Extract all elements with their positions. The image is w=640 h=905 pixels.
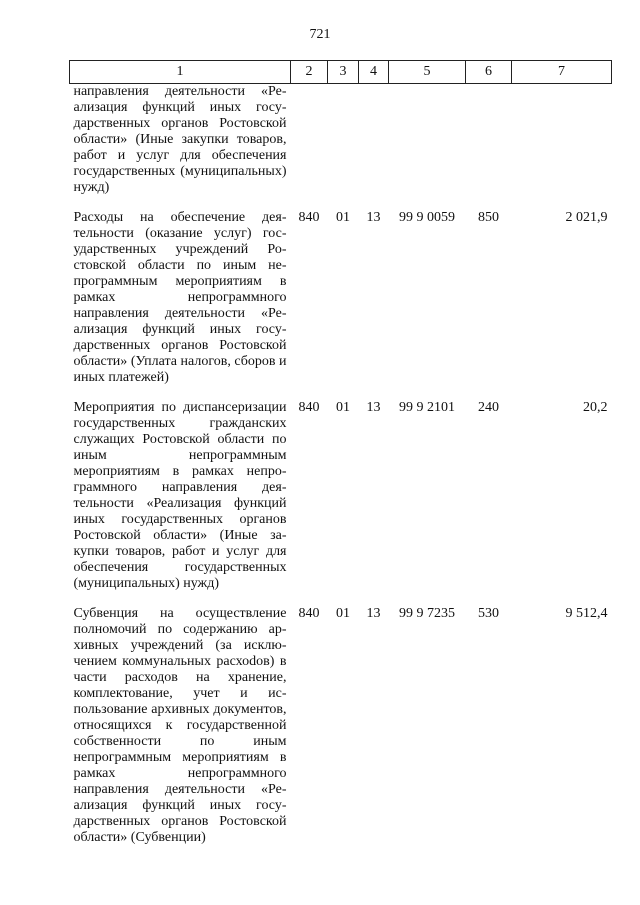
row-target-article xyxy=(389,84,466,197)
budget-table xyxy=(69,60,612,846)
row-subsection: 13 xyxy=(366,210,381,225)
table-row xyxy=(70,84,612,197)
row-description: Мероприятия по диспансеризации государственных гражданских служащих Ростовской области по иным непрограммным мероприятиям в рамках непрограммного направления деятельности «Реализация функций иных государственных органов Ростовской области» (Иные закупки товаров, работ и услуг для обеспечения государственных (муниципальных) нужд) xyxy=(73,400,287,591)
row-expense-type: 850 xyxy=(478,210,499,225)
table-header-row xyxy=(70,61,612,84)
row-description: Расходы на обеспечение деятельности (оказание услуг) государственных учреждений Ростовской области по иным непрограммным мероприятиям в рамках непрограммного направления деятельности «Реализация функций иных государственных органов Ростовской области» (Уплата налогов, сборов и иных платежей) xyxy=(73,210,287,385)
row-amount: 20,2 xyxy=(583,400,608,415)
header-col-6: 6 xyxy=(466,61,512,84)
row-expense-type: 240 xyxy=(478,400,499,415)
row-target-article: 99 9 7235 xyxy=(399,606,455,621)
table-row xyxy=(70,196,612,386)
table-row xyxy=(70,592,612,846)
row-description: Субвенция на осуществление полномочий по содержанию архивных учреждений (за исключением коммунальных расхоdов) в части расходов на хранение, комплектование, учет и использование архивных документов, относящихся к государственной собственности по иным непрограммным мероприятиям в рамках непрограммного направления деятельности «Реализация функций иных государственных органов Ростовской области» (Субвенции) xyxy=(73,606,287,845)
header-col-3: 3 xyxy=(328,61,359,84)
page-number: 721 xyxy=(309,27,331,42)
row-subsection: 13 xyxy=(366,606,381,621)
row-amount xyxy=(512,84,612,197)
row-section xyxy=(328,84,359,197)
row-ministry-code: 840 xyxy=(298,210,320,225)
row-ministry-code: 840 xyxy=(298,606,320,621)
row-subsection xyxy=(359,84,389,197)
row-expense-type xyxy=(466,84,512,197)
row-ministry-code: 840 xyxy=(298,400,320,415)
header-col-2: 2 xyxy=(291,61,328,84)
row-subsection: 13 xyxy=(366,400,381,415)
table-row xyxy=(70,386,612,592)
row-target-article: 99 9 0059 xyxy=(399,210,455,225)
row-description: направления деятельности «Реализация функций иных государственных органов Ростовской области» (Иные закупки товаров, работ и услуг для обеспечения государственных (муниципальных) нужд) xyxy=(73,84,287,195)
header-col-4: 4 xyxy=(359,61,389,84)
row-section: 01 xyxy=(336,400,350,415)
header-col-5: 5 xyxy=(389,61,466,84)
row-expense-type: 530 xyxy=(478,606,499,621)
row-section: 01 xyxy=(336,210,350,225)
header-col-1: 1 xyxy=(70,61,291,84)
row-amount: 2 021,9 xyxy=(565,210,608,225)
row-amount: 9 512,4 xyxy=(565,606,608,621)
row-section: 01 xyxy=(336,606,350,621)
row-target-article: 99 9 2101 xyxy=(399,400,455,415)
header-col-7: 7 xyxy=(512,61,612,84)
row-ministry-code xyxy=(291,84,328,197)
